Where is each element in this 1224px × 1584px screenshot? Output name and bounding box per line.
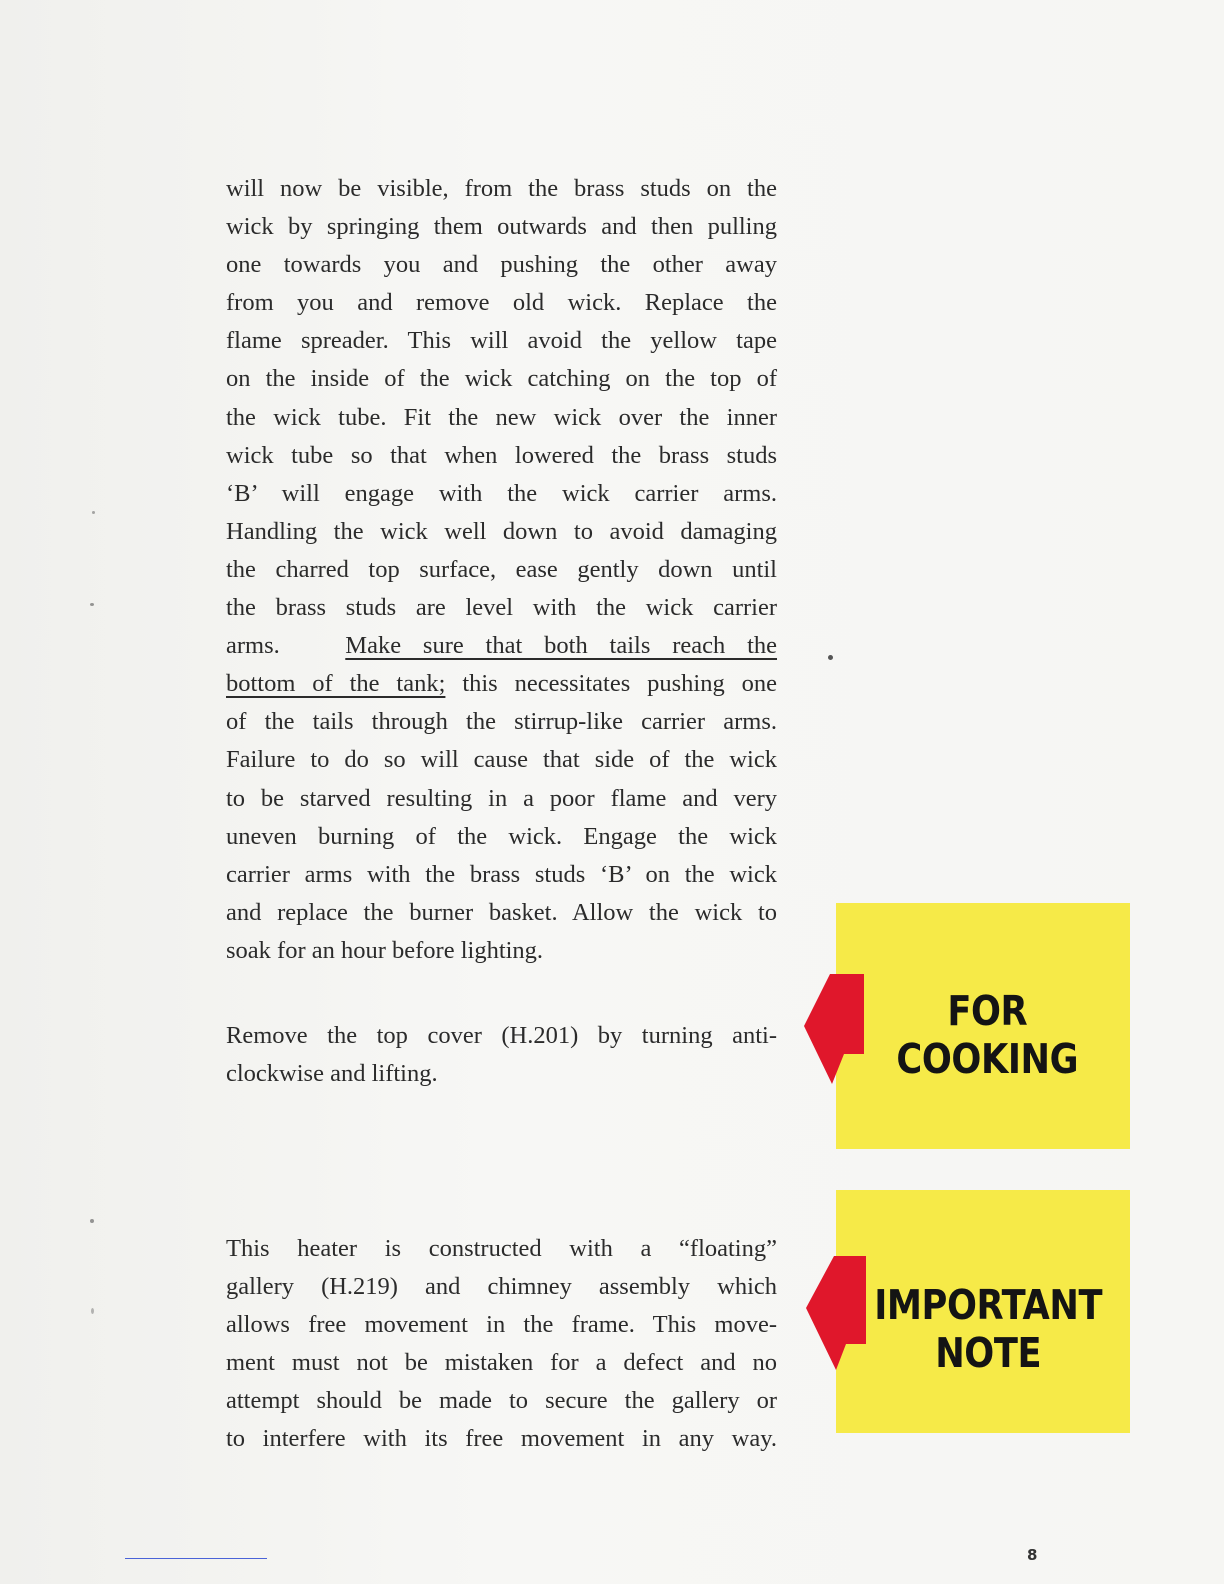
text-line: on the inside of the wick catching on the top of bbox=[226, 365, 777, 393]
margin-tag-important-note bbox=[836, 1190, 1130, 1433]
scan-speck bbox=[828, 655, 833, 660]
instructions-paragraph-floating-gallery bbox=[226, 1230, 777, 1459]
text-line: to interfere with its free movement in any way. bbox=[226, 1425, 777, 1453]
text-line: will now be visible, from the brass studs on the bbox=[226, 175, 777, 202]
text-line: ment must not be mistaken for a defect and no bbox=[226, 1349, 777, 1377]
bottom-rule bbox=[125, 1558, 267, 1559]
instructions-paragraph-wick-replacement bbox=[226, 170, 777, 970]
margin-tag-for-cooking bbox=[836, 903, 1130, 1149]
text-line: the brass studs are level with the wick carrier bbox=[226, 594, 777, 622]
text-line: one towards you and pushing the other away bbox=[226, 251, 777, 279]
text-line: soak for an hour before lighting. bbox=[226, 936, 544, 964]
text-line: Handling the wick well down to avoid damaging bbox=[226, 517, 777, 545]
text-line: wick by springing them outwards and then pulling bbox=[226, 213, 777, 241]
text-line: clockwise and lifting. bbox=[226, 1060, 438, 1088]
text-line: and replace the burner basket. Allow the wick to bbox=[226, 898, 777, 926]
text-line: This heater is constructed with a “floating” bbox=[226, 1235, 777, 1262]
tag-label-line: FOR bbox=[947, 987, 1028, 1035]
text-fragment: arms. bbox=[226, 632, 280, 660]
text-line: of the tails through the stirrup-like carrier arms. bbox=[226, 708, 777, 736]
scan-speck bbox=[90, 603, 94, 606]
text-line: carrier arms with the brass studs ‘B’ on the wick bbox=[226, 860, 777, 888]
text-line: gallery (H.219) and chimney assembly which bbox=[226, 1273, 777, 1301]
page-number: 8 bbox=[1027, 1546, 1038, 1564]
text-line: the wick tube. Fit the new wick over the inner bbox=[226, 403, 777, 431]
red-arrow-left-icon bbox=[806, 1252, 870, 1372]
text-line: Remove the top cover (H.201) by turning anti- bbox=[226, 1022, 777, 1049]
underlined-emphasis: bottom of the tank; bbox=[226, 670, 446, 698]
instructions-paragraph-top-cover bbox=[226, 1017, 777, 1093]
text-line: wick tube so that when lowered the brass studs bbox=[226, 441, 777, 469]
text-line: to be starved resulting in a poor flame and very bbox=[226, 784, 777, 812]
text-line: allows free movement in the frame. This move- bbox=[226, 1311, 777, 1339]
tag-label-line: NOTE bbox=[935, 1329, 1042, 1377]
text-line: flame spreader. This will avoid the yellow tape bbox=[226, 327, 777, 355]
tag-label bbox=[857, 1281, 1110, 1377]
text-line: the charred top surface, ease gently down until bbox=[226, 555, 777, 583]
text-line-with-emphasis bbox=[226, 665, 777, 703]
scan-speck bbox=[90, 1219, 94, 1223]
scan-speck bbox=[91, 1308, 94, 1314]
text-line: Failure to do so will cause that side of the wick bbox=[226, 746, 777, 774]
underlined-emphasis: Make sure that both tails reach the bbox=[345, 632, 778, 660]
text-fragment: this necessitates pushing one bbox=[445, 670, 777, 698]
red-arrow-left-icon bbox=[804, 968, 868, 1088]
text-line: ‘B’ will engage with the wick carrier arms. bbox=[226, 479, 777, 507]
tag-label bbox=[857, 987, 1110, 1083]
text-line-with-emphasis bbox=[226, 627, 777, 665]
tag-label-line: COOKING bbox=[896, 1035, 1079, 1083]
scan-speck bbox=[92, 511, 95, 514]
text-line: attempt should be made to secure the gallery or bbox=[226, 1387, 777, 1415]
tag-label-line: IMPORTANT bbox=[874, 1281, 1103, 1329]
text-line: uneven burning of the wick. Engage the wick bbox=[226, 822, 777, 850]
text-line: from you and remove old wick. Replace the bbox=[226, 289, 777, 317]
